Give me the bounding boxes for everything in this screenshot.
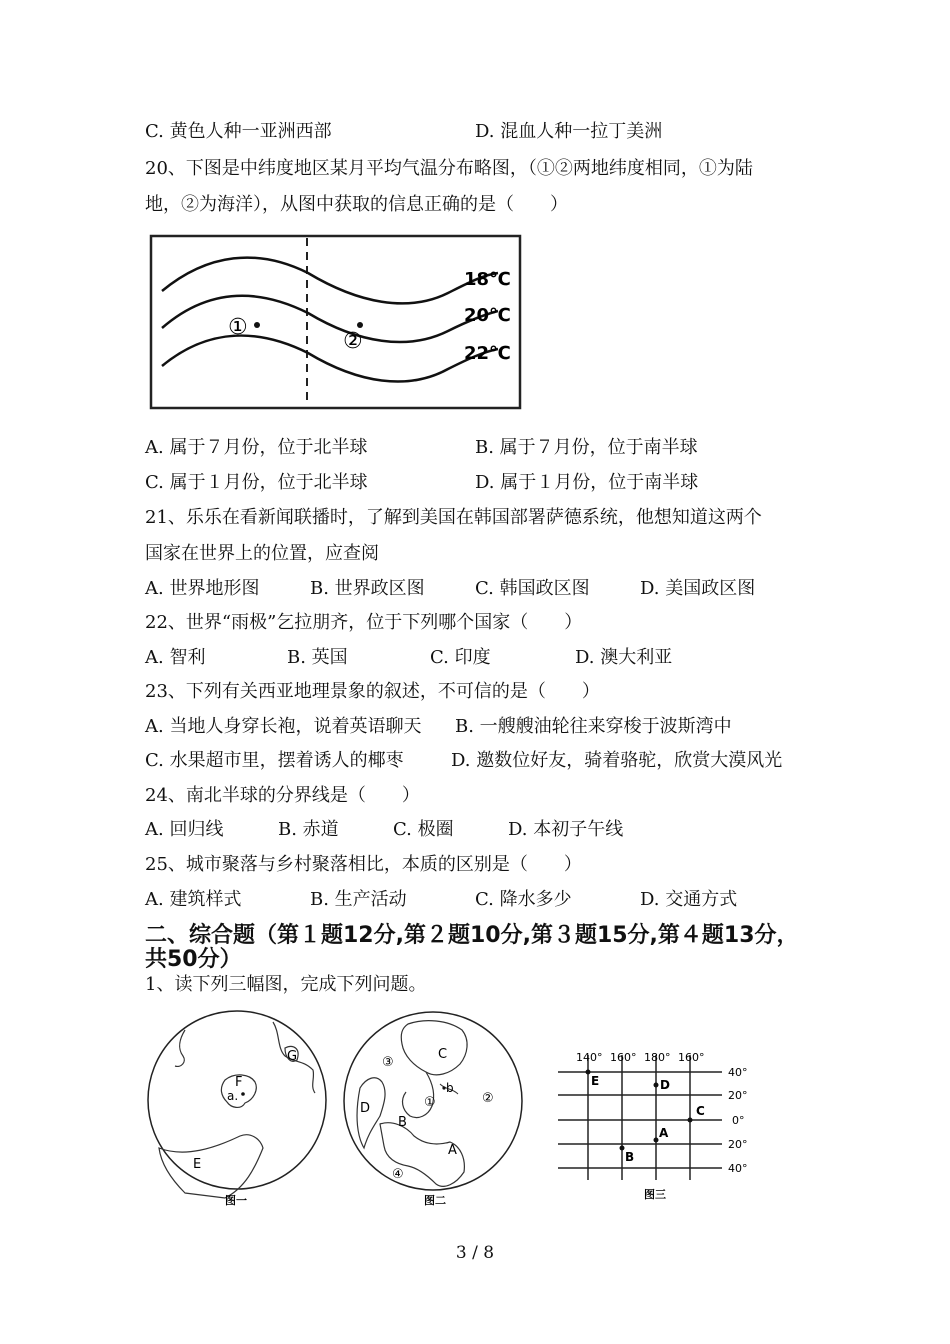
q22-option-a: A. 智利 bbox=[145, 647, 206, 668]
figure-2-map bbox=[340, 1008, 530, 1208]
point-1-dot bbox=[254, 322, 260, 328]
q25-option-b: B. 生产活动 bbox=[310, 889, 407, 910]
label-E: E bbox=[591, 1074, 600, 1088]
q21-option-a: A. 世界地形图 bbox=[145, 578, 260, 599]
label-a: a. bbox=[227, 1089, 239, 1103]
q25-option-a: A. 建筑样式 bbox=[145, 889, 242, 910]
figure-1-caption: 图一 bbox=[225, 1194, 247, 1207]
q23-option-a: A. 当地人身穿长袍，说着英语聊天 bbox=[145, 716, 422, 737]
label-D: D bbox=[660, 1078, 670, 1092]
label-A: A bbox=[448, 1143, 457, 1158]
label-A: A bbox=[659, 1126, 669, 1140]
label-20c: 20℃ bbox=[464, 305, 511, 326]
point-E bbox=[586, 1070, 591, 1075]
lat-label-5: 40° bbox=[728, 1162, 748, 1175]
q21-stem-line2: 国家在世界上的位置，应查阅 bbox=[145, 543, 379, 564]
q23-option-b: B. 一艘艘油轮往来穿梭于波斯湾中 bbox=[455, 716, 732, 737]
q20-option-b: B. 属于７月份，位于南半球 bbox=[475, 437, 698, 458]
q24-option-b: B. 赤道 bbox=[278, 819, 339, 840]
label-G: G bbox=[287, 1049, 298, 1064]
label-C: C bbox=[696, 1104, 705, 1118]
label-b: b bbox=[446, 1081, 454, 1095]
label-18c: 18℃ bbox=[464, 269, 511, 290]
q21-option-d: D. 美国政区图 bbox=[640, 578, 756, 599]
q20-option-c: C. 属于１月份，位于北半球 bbox=[145, 472, 368, 493]
p1-stem: 1、读下列三幅图，完成下列问题。 bbox=[145, 974, 427, 995]
point-2-dot bbox=[357, 322, 363, 328]
section2-title-line2: 共50分） bbox=[145, 947, 242, 972]
lon-label-3: 180° bbox=[644, 1051, 671, 1064]
isotherm-figure bbox=[148, 233, 523, 411]
section2-title-line1: 二、综合题（第１题12分,第２题10分,第３题15分,第４题13分， bbox=[145, 923, 799, 948]
lat-label-3: 0° bbox=[732, 1114, 745, 1127]
q20-option-d: D. 属于１月份，位于南半球 bbox=[475, 472, 699, 493]
q24-option-d: D. 本初子午线 bbox=[508, 819, 624, 840]
label-3: ③ bbox=[382, 1055, 394, 1070]
q24-stem: 24、南北半球的分界线是（ ） bbox=[145, 785, 420, 806]
q22-option-b: B. 英国 bbox=[287, 647, 348, 668]
q20-stem-line1: 20、下图是中纬度地区某月平均气温分布略图，（①②两地纬度相同，①为陆 bbox=[145, 158, 753, 179]
point-D bbox=[654, 1083, 659, 1088]
lat-label-2: 20° bbox=[728, 1089, 748, 1102]
page-number: 3 / 8 bbox=[455, 1243, 495, 1263]
lon-label-2: 160° bbox=[610, 1051, 637, 1064]
q22-stem: 22、世界“雨极”乞拉朋齐，位于下列哪个国家（ ） bbox=[145, 612, 583, 633]
q20-stem-line2: 地，②为海洋），从图中获取的信息正确的是（ ） bbox=[145, 194, 568, 215]
q25-stem: 25、城市聚落与乡村聚落相比，本质的区别是（ ） bbox=[145, 854, 582, 875]
q19-option-c: C. 黄色人种一亚洲西部 bbox=[145, 121, 332, 142]
q25-option-d: D. 交通方式 bbox=[640, 889, 738, 910]
figure-3-caption: 图三 bbox=[644, 1188, 666, 1201]
label-1: ① bbox=[424, 1095, 436, 1110]
point-A bbox=[654, 1138, 659, 1143]
lon-label-4: 160° bbox=[678, 1051, 705, 1064]
q23-option-d: D. 邀数位好友，骑着骆驼，欣赏大漠风光 bbox=[451, 750, 783, 771]
q23-option-c: C. 水果超市里，摆着诱人的椰枣 bbox=[145, 750, 404, 771]
point-B bbox=[620, 1146, 625, 1151]
label-F: F bbox=[235, 1075, 243, 1090]
label-E: E bbox=[193, 1157, 202, 1172]
figure-2-caption: 图二 bbox=[424, 1194, 446, 1207]
q24-option-c: C. 极圈 bbox=[393, 819, 454, 840]
q21-option-c: C. 韩国政区图 bbox=[475, 578, 590, 599]
q25-option-c: C. 降水多少 bbox=[475, 889, 572, 910]
q22-option-c: C. 印度 bbox=[430, 647, 491, 668]
label-B: B bbox=[625, 1150, 635, 1164]
label-4: ④ bbox=[392, 1167, 404, 1182]
q21-stem-line1: 21、乐乐在看新闻联播时，了解到美国在韩国部署萨德系统，他想知道这两个 bbox=[145, 507, 762, 528]
label-B: B bbox=[398, 1115, 407, 1130]
figure-1-map bbox=[145, 1008, 330, 1208]
label-D: D bbox=[360, 1101, 371, 1116]
q19-option-d: D. 混血人种一拉丁美洲 bbox=[475, 121, 663, 142]
q21-option-b: B. 世界政区图 bbox=[310, 578, 425, 599]
point-C bbox=[688, 1118, 693, 1123]
q23-stem: 23、下列有关西亚地理景象的叙述，不可信的是（ ） bbox=[145, 681, 600, 702]
point-1-label: ① bbox=[228, 315, 248, 340]
q24-option-a: A. 回归线 bbox=[145, 819, 224, 840]
label-C: C bbox=[438, 1047, 448, 1062]
label-22c: 22℃ bbox=[464, 343, 511, 364]
lat-label-4: 20° bbox=[728, 1138, 748, 1151]
point-2-label: ② bbox=[343, 329, 363, 354]
lon-label-1: 140° bbox=[576, 1051, 603, 1064]
figure-3-grid bbox=[550, 1045, 760, 1205]
q22-option-d: D. 澳大利亚 bbox=[575, 647, 673, 668]
lat-label-1: 40° bbox=[728, 1066, 748, 1079]
label-2: ② bbox=[482, 1091, 494, 1106]
q20-option-a: A. 属于７月份，位于北半球 bbox=[145, 437, 368, 458]
